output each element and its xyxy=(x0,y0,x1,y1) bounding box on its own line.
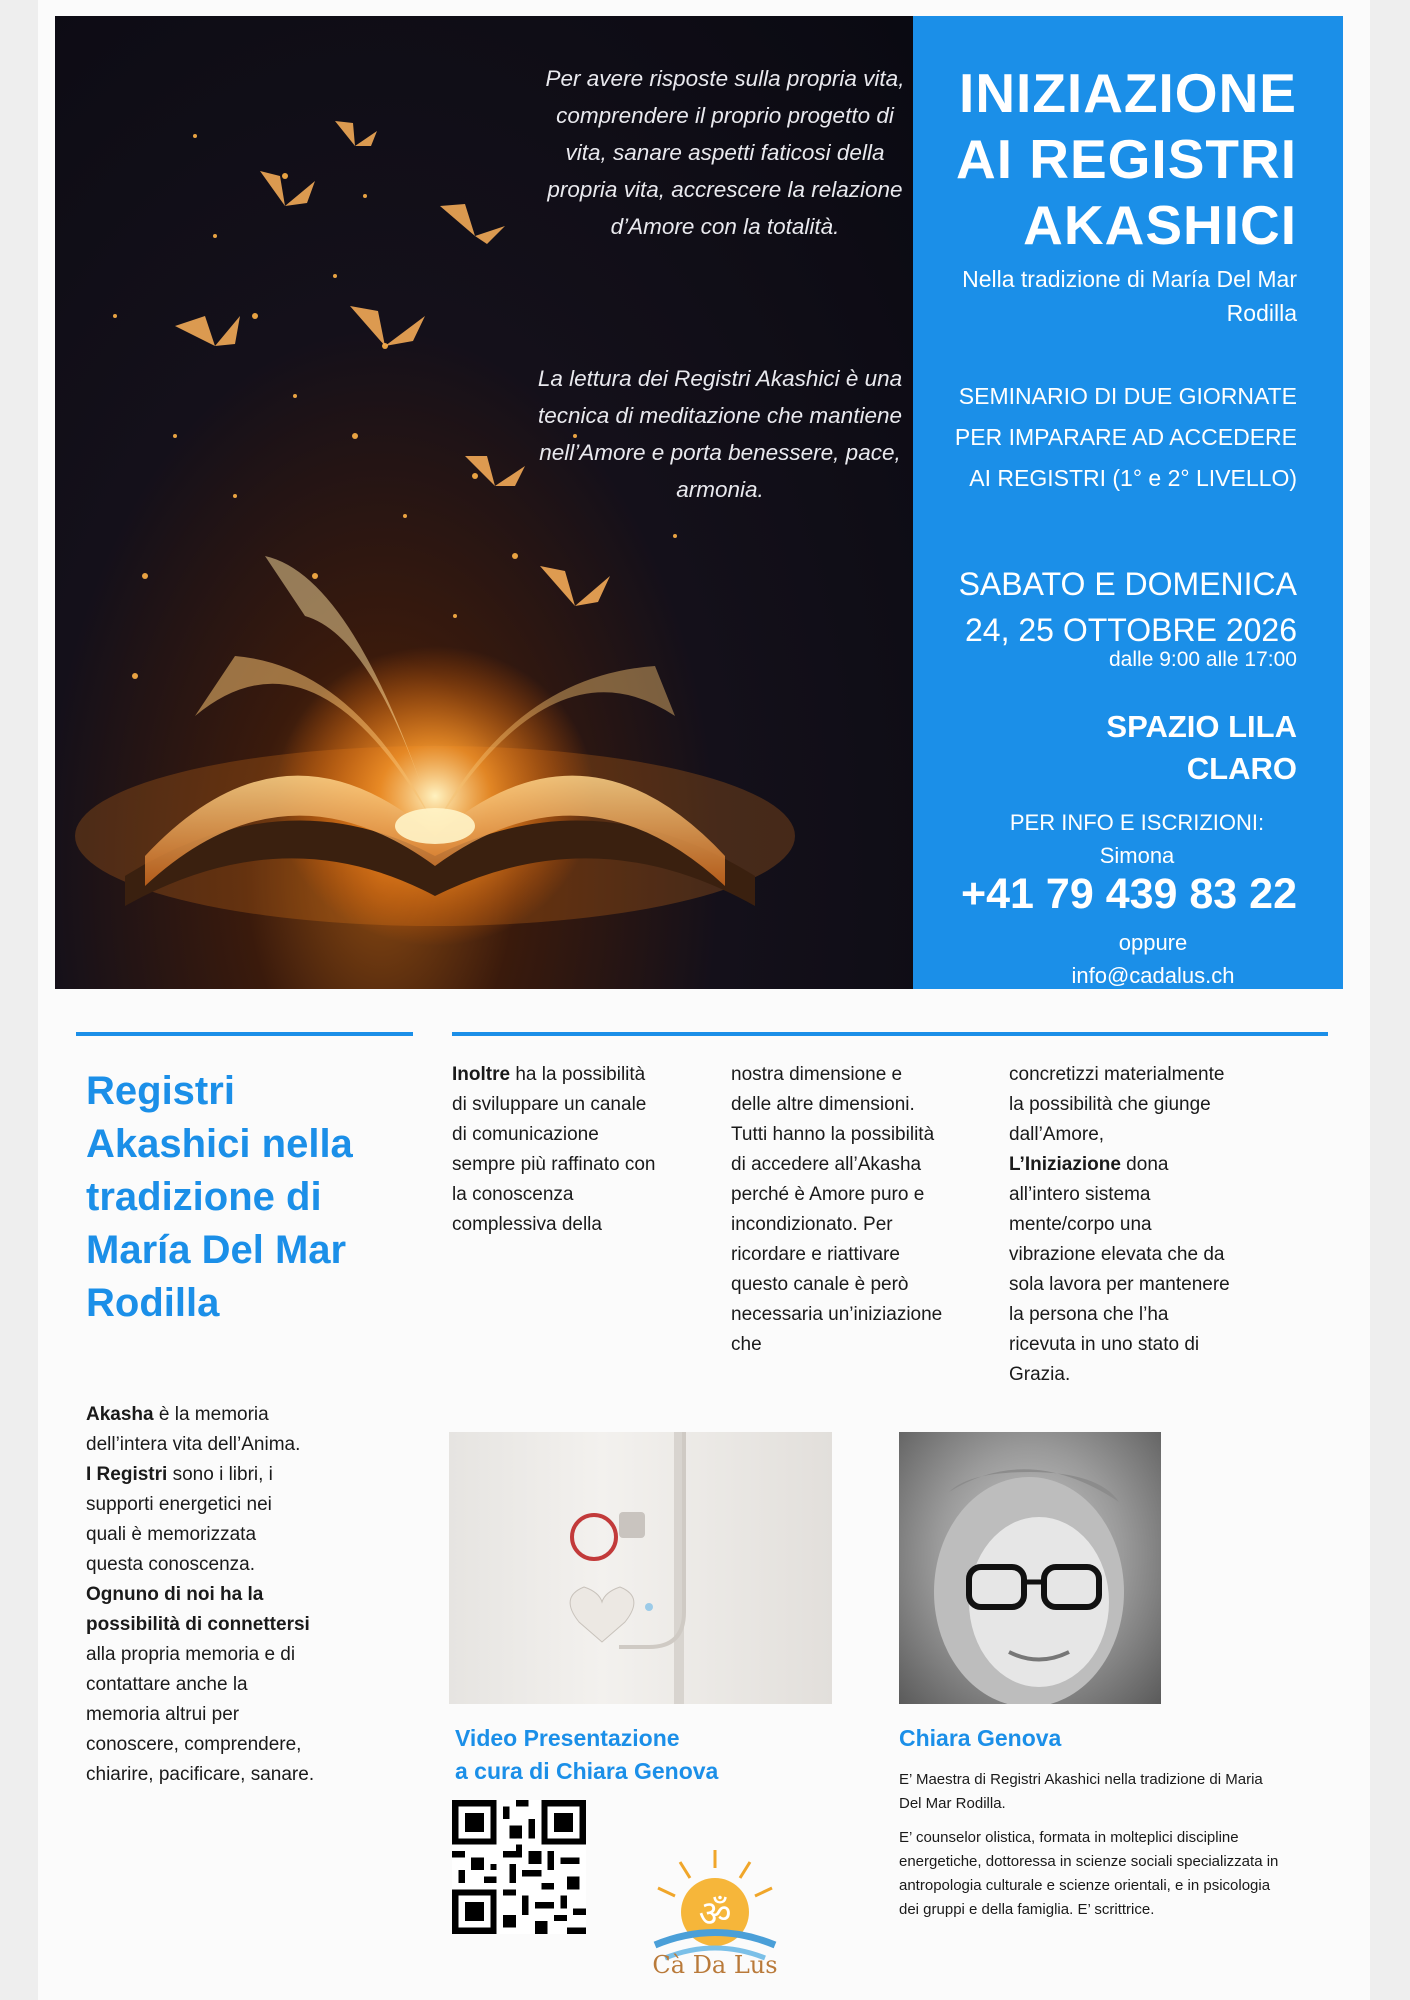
video-caption xyxy=(455,1722,718,1788)
chiara-genova-portrait xyxy=(899,1432,1161,1704)
event-days: SABATO E DOMENICA xyxy=(958,566,1297,602)
contact-phone[interactable]: +41 79 439 83 22 xyxy=(961,870,1297,918)
event-date-block xyxy=(917,561,1297,653)
hero-quote-1: Per avere risposte sulla propria vita, comprendere il proprio progetto di vita, sanare aspetti faticosi della propria vita, accrescere la relazione d’Amore con la totalità. xyxy=(545,66,905,239)
col1-text: ha la possibilità di sviluppare un canale di comunicazione sempre più raffinato con la conoscenza complessiva della xyxy=(452,1064,656,1235)
left-divider xyxy=(76,1032,413,1036)
event-title: INIZIAZIONE AI REGISTRI AKASHICI xyxy=(955,62,1297,256)
door-heart-photo xyxy=(449,1432,832,1704)
info-block xyxy=(977,806,1297,872)
event-subtitle: Nella tradizione di María Del Mar Rodilla xyxy=(962,266,1297,326)
text-column-1 xyxy=(452,1060,664,1240)
article-title: Registri Akashici nella tradizione di María Del Mar Rodilla xyxy=(86,1069,353,1325)
side-text-1: è la memoria dell’intera vita dell’Anima. xyxy=(86,1404,301,1455)
side-text-3: alla propria memoria e di contattare anche la memoria altrui per conoscere, comprendere, chiarire, pacificare, sanare. xyxy=(86,1644,315,1785)
event-seminar: SEMINARIO DI DUE GIORNATE PER IMPARARE AD ACCEDERE AI REGISTRI (1° e 2° LIVELLO) xyxy=(954,383,1297,491)
side-bold-1: Akasha xyxy=(86,1404,154,1425)
hero-quote-2: La lettura dei Registri Akashici è una tecnica di meditazione che mantiene nell’Amore e porta benessere, pace, armonia. xyxy=(537,366,903,502)
contact-name: Simona xyxy=(1099,843,1175,868)
side-bold-3: Ognuno di noi ha la possibilità di connettersi xyxy=(86,1584,310,1635)
qr-code[interactable] xyxy=(452,1800,586,1934)
side-paragraph xyxy=(86,1400,316,1790)
contact-email[interactable]: info@cadalus.ch xyxy=(1071,963,1235,988)
bio-name: Chiara Genova xyxy=(899,1725,1062,1751)
video-caption-line2: a cura di Chiara Genova xyxy=(455,1758,719,1784)
logo-text: Cà Da Lus xyxy=(652,1951,778,1979)
col3-text-b: dona all’intero sistema mente/corpo una vibrazione elevata che da sola lavora per mantenere la persona che l’ha ricevuta in uno stato di Grazia. xyxy=(1009,1154,1230,1385)
video-caption-line1: Video Presentazione xyxy=(455,1725,680,1751)
side-bold-2: I Registri xyxy=(86,1464,168,1485)
info-label: PER INFO E ISCRIZIONI: xyxy=(1009,810,1265,835)
email-block xyxy=(1033,926,1273,992)
oppure-label: oppure xyxy=(1118,930,1188,955)
event-time: dalle 9:00 alle 17:00 xyxy=(1109,648,1297,671)
col3-bold: L’Iniziazione xyxy=(1009,1154,1121,1175)
side-text-2: sono i libri, i supporti energetici nei quali è memorizzata questa conoscenza. xyxy=(86,1464,273,1575)
portrait-illustration xyxy=(899,1432,1161,1704)
door-illustration xyxy=(449,1432,832,1704)
bio-paragraph-1: E’ Maestra di Registri Akashici nella tradizione di Maria Del Mar Rodilla. xyxy=(899,1771,1263,1812)
event-info-panel xyxy=(913,16,1343,989)
text-column-2: nostra dimensione e delle altre dimensioni. Tutti hanno la possibilità di accedere all’Akasha perché è Amore puro e incondizionato. Per ricordare e riattivare questo canale è però necessaria un’iniziazione che xyxy=(731,1064,943,1355)
col3-text-a: concretizzi materialmente la possibilità che giunge dall’Amore, xyxy=(1009,1064,1225,1145)
bio-paragraph-2: E’ counselor olistica, formata in molteplici discipline energetiche, dottoressa in scienze sociali specializzata in antropologia culturale e scienze orientali, e in psicologia dei gruppi e della famiglia. E’ scrittrice. xyxy=(899,1829,1279,1918)
text-column-3 xyxy=(1009,1060,1239,1390)
col1-bold: Inoltre xyxy=(452,1064,511,1085)
event-place: SPAZIO LILA CLARO xyxy=(1106,709,1297,786)
om-symbol: ॐ xyxy=(698,1894,732,1935)
right-divider xyxy=(452,1032,1328,1036)
event-date: 24, 25 OTTOBRE 2026 xyxy=(964,612,1297,648)
